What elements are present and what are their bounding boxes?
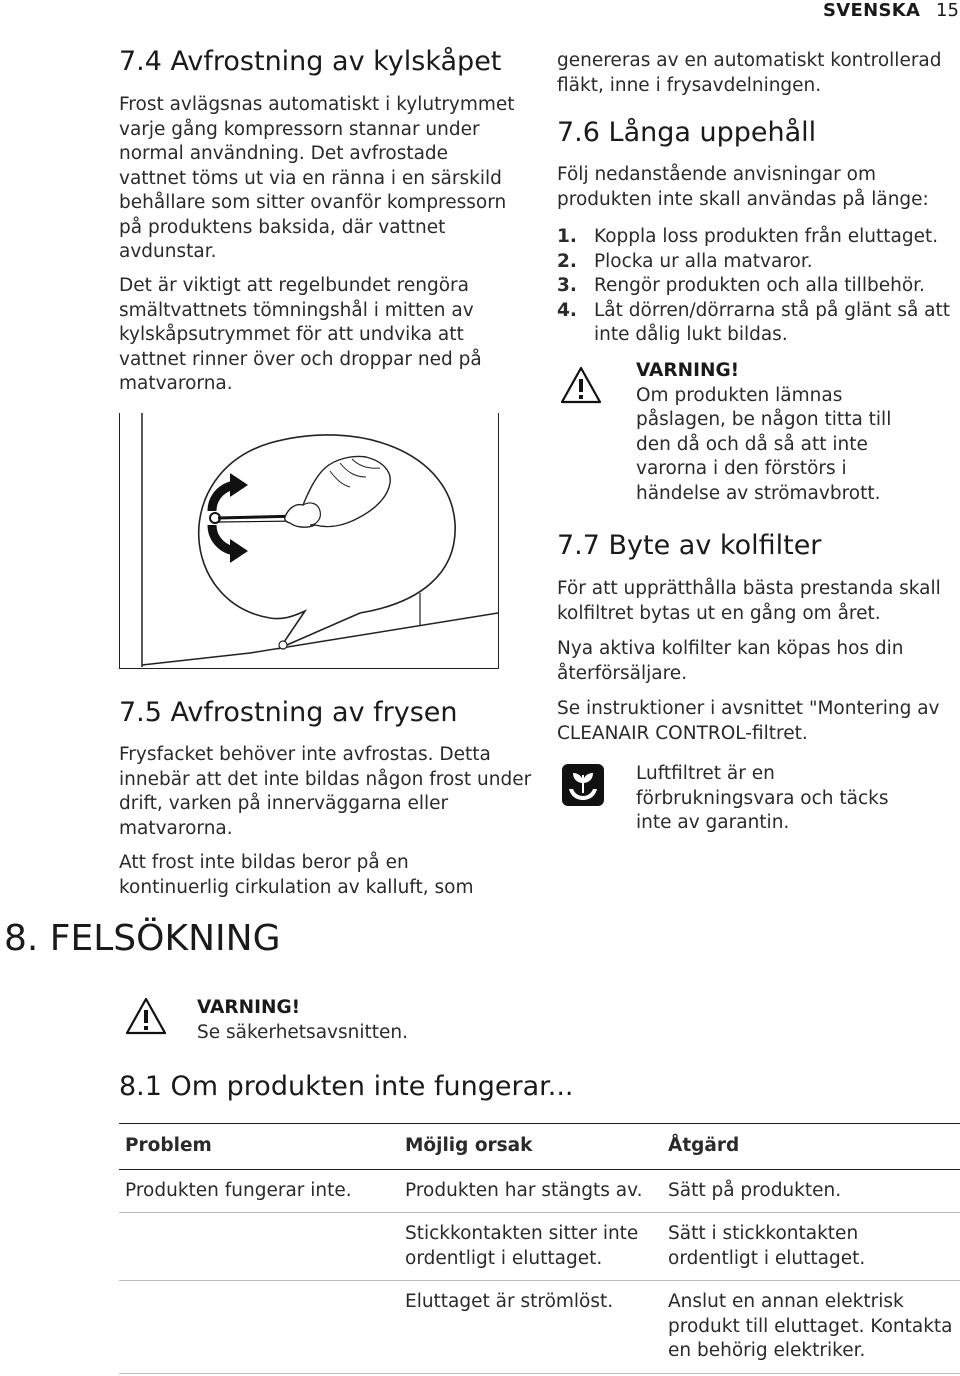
section-7-5-paragraph-1: Frysfacket behöver inte avfrostas. Detta innebär att det inte bildas någon frost under drift, varken på innerväggarna eller matvarorna. <box>119 744 532 839</box>
table-cell <box>119 1213 399 1281</box>
warning-title: VARNING! <box>636 360 740 381</box>
column-header-action: Åtgärd <box>662 1124 960 1170</box>
table-header-row <box>119 1124 960 1170</box>
long-absence-steps <box>557 225 957 348</box>
page-number: 15 <box>936 0 959 21</box>
long-absence-warning <box>636 359 906 506</box>
table-cell: Produkten fungerar inte. <box>119 1169 399 1213</box>
troubleshooting-table <box>119 1123 960 1374</box>
step-item: 4. Låt dörren/dörrarna stå på glänt så att inte dålig lukt bildas. <box>557 299 951 345</box>
section-7-5-paragraph-2: Att frost inte bildas beror på en kontinuerlig cirkulation av kalluft, som <box>119 852 474 898</box>
section-7-4-paragraph-1: Frost avlägsnas automatiskt i kylutrymmet varje gång kompressorn stannar under normal användning. Det avfrostade vattnet töms ut via en ränna i en särskild behållare som sitter ovanför kompressorn på produktens baksida, där vattnet avdunstar. <box>119 94 515 262</box>
page-header <box>0 0 960 24</box>
table-row <box>119 1169 960 1213</box>
table-cell: Produkten har stängts av. <box>399 1169 662 1213</box>
warning-triangle-icon <box>124 996 168 1036</box>
table-cell: Sätt på produkten. <box>662 1169 960 1213</box>
section-7-7-paragraph-1: För att upprätthålla bästa prestanda skall kolfiltret bytas ut en gång om året. <box>557 578 941 624</box>
section-7-6-intro: Följ nedanstående anvisningar om produkten inte skall användas på länge: <box>557 164 929 210</box>
drain-hole-cleaning-illustration <box>119 413 499 669</box>
section-8-1-title: 8.1 Om produkten inte fungerar... <box>119 1071 574 1102</box>
environment-note: Luftfiltret är en förbrukningsvara och täcks inte av garantin. <box>636 763 889 833</box>
column-header-cause: Möjlig orsak <box>399 1124 662 1170</box>
section-7-4-paragraph-2: Det är viktigt att regelbundet rengöra smältvattnets tömningshål i mitten av kylskåpsutrymmet för att undvika att vattnet rinner över och droppar ned på matvarorna. <box>119 275 482 394</box>
warning-triangle-icon <box>559 365 603 405</box>
section-7-4-title: 7.4 Avfrostning av kylskåpet <box>119 46 502 77</box>
step-item: 3. Rengör produkten och alla tillbehör. <box>557 275 925 296</box>
step-item: 1. Koppla loss produkten från eluttaget. <box>557 226 939 247</box>
section-7-5-paragraph-2-continued: genereras av en automatiskt kontrollerad fläkt, inne i frysavdelningen. <box>557 50 942 96</box>
table-row <box>119 1213 960 1281</box>
safety-warning <box>197 996 497 1045</box>
section-7-7-paragraph-3: Se instruktioner i avsnittet "Montering av CLEANAIR CONTROL-filtret. <box>557 698 940 744</box>
warning-text: Om produkten lämnas påslagen, be någon titta till den då och då så att inte varorna i den förstörs i händelse av strömavbrott. <box>636 384 892 504</box>
section-7-7-title: 7.7 Byte av kolfilter <box>557 530 822 561</box>
plant-hand-icon <box>561 763 605 807</box>
table-cell: Anslut en annan elektrisk produkt till eluttaget. Kontakta en behörig elektriker. <box>662 1281 960 1374</box>
step-item: 2. Plocka ur alla matvaror. <box>557 250 813 272</box>
table-cell: Eluttaget är strömlöst. <box>399 1281 662 1374</box>
section-7-6-title: 7.6 Långa uppehåll <box>557 117 817 148</box>
warning-title: VARNING! <box>197 997 301 1018</box>
illustration-drawing <box>120 413 498 667</box>
table-cell: Sätt i stickkontakten ordentligt i eluttaget. <box>662 1213 960 1281</box>
table-row <box>119 1281 960 1374</box>
table-cell: Stickkontakten sitter inte ordentligt i eluttaget. <box>399 1213 662 1281</box>
column-header-problem: Problem <box>119 1124 399 1170</box>
language-label: SVENSKA <box>823 0 921 21</box>
section-7-5-title: 7.5 Avfrostning av frysen <box>119 697 458 728</box>
section-7-7-paragraph-2: Nya aktiva kolfilter kan köpas hos din återförsäljare. <box>557 638 904 684</box>
warning-text: Se säkerhetsavsnitten. <box>197 1021 408 1043</box>
section-8-title: 8. FELSÖKNING <box>4 918 281 959</box>
table-cell <box>119 1281 399 1374</box>
